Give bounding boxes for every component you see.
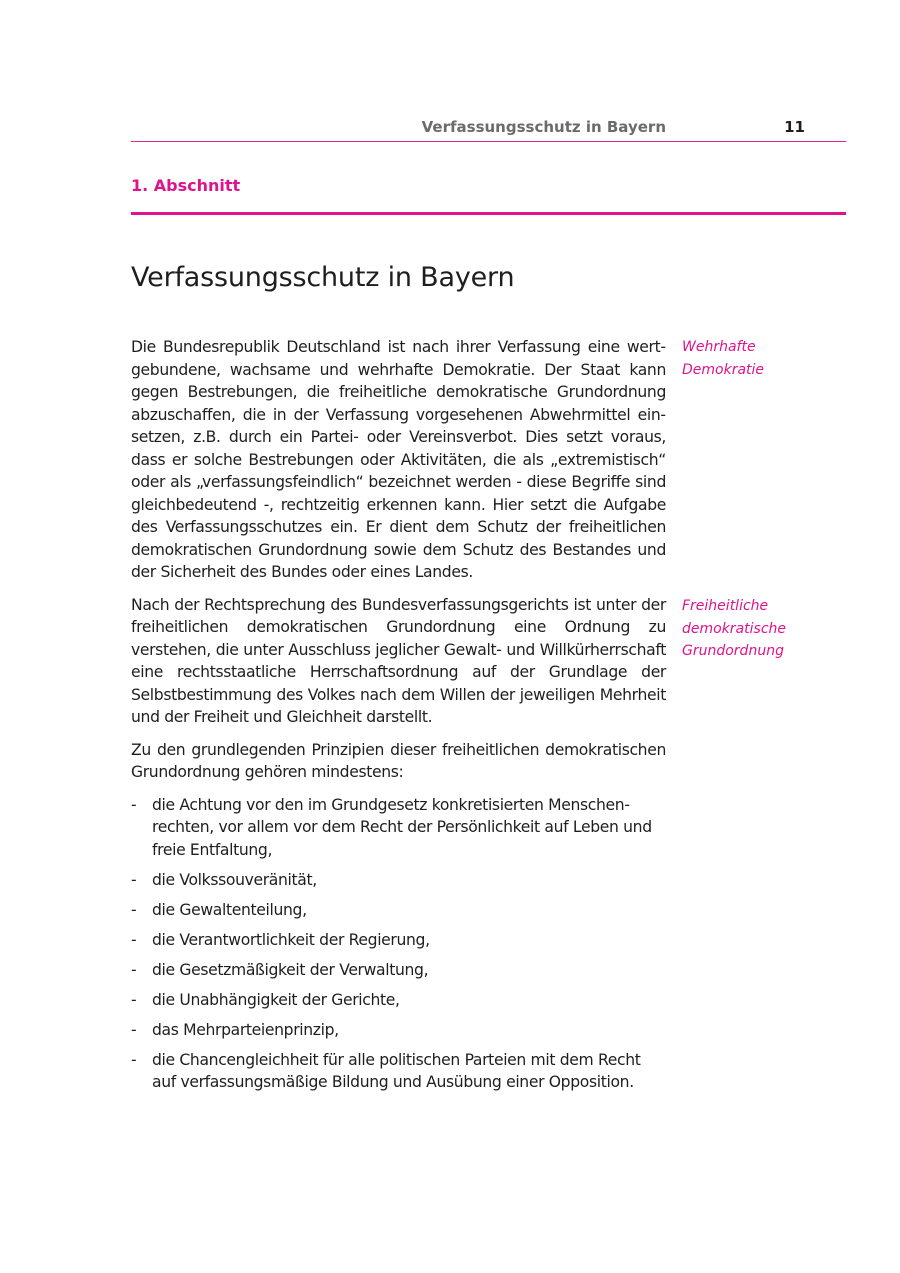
section-divider [131, 212, 846, 215]
paragraph-principles-intro: Zu den grundlegenden Prinzipien dieser freiheitlichen demokratischen Grundordnung gehören mindestens: [131, 740, 666, 781]
list-item-text: die Gewaltenteilung, [152, 900, 307, 919]
list-item [131, 1019, 666, 1042]
list-item-text: die Achtung vor den im Grundgesetz konkretisierten Menschenrechten, vor allem vor dem Recht der Persönlichkeit auf Leben und freie Entfaltung, [152, 795, 652, 859]
list-item [131, 1049, 666, 1094]
list-item-text: die Volkssouveränität, [152, 870, 317, 889]
list-item-text: das Mehrparteienprinzip, [152, 1020, 339, 1039]
chapter-title: Verfassungsschutz in Bayern [131, 262, 515, 293]
section-label: 1. Abschnitt [131, 176, 241, 195]
body-text [131, 336, 666, 1101]
list-item [131, 959, 666, 982]
list-marker: - [131, 990, 137, 1009]
margin-note-line: demokratische [682, 620, 787, 637]
margin-note-fdgo [682, 595, 842, 663]
list-marker: - [131, 960, 137, 979]
list-marker: - [131, 795, 137, 814]
list-item [131, 989, 666, 1012]
list-marker: - [131, 930, 137, 949]
margin-note-line: Freiheitliche [682, 598, 769, 614]
page-number: 11 [784, 118, 805, 136]
margin-note-line: Demokratie [682, 361, 765, 378]
margin-note-line: Grundordnung [682, 643, 784, 659]
list-item-text: die Verantwortlichkeit der Regierung, [152, 930, 430, 949]
list-item [131, 869, 666, 892]
paragraph-wehrhafte-demokratie: Die Bundesrepublik Deutschland ist nach ihrer Verfassung eine wertgebundene, wachsame und wehrhafte Demokratie. Der Staat kann gegen Bestrebungen, die freiheitliche demokratische Grundordnung abzuschaffen, die in der Verfassung vorgesehenen Abwehrmittel einsetzen, z.B. durch ein Partei- oder Vereinsverbot. Dies setzt voraus, dass er solche Bestrebungen oder Aktivitäten, die als „extremistisch“ oder als „verfassungsfeindlich“ bezeichnet werden - diese Begriffe sind gleichbedeutend -, rechtzeitig erkennen kann. Hier setzt die Aufgabe des Verfassungsschutzes ein. Er dient dem Schutz der freiheitlichen demokratischen Grundordnung sowie dem Schutz des Bestandes und der Sicherheit des Bundes oder eines Landes. [131, 338, 666, 581]
list-item-text: die Unabhängigkeit der Gerichte, [152, 990, 400, 1009]
paragraph-fdgo-definition: Nach der Rechtsprechung des Bundesverfassungsgerichts ist unter der freiheitlichen demokratischen Grundordnung eine Ordnung zu verstehen, die unter Ausschluss jeglicher Gewalt- und Willkürherrschaft eine rechtsstaatliche Herrschaftsordnung auf der Grundlage der Selbstbestimmung des Volkes nach dem Willen der jeweiligen Mehrheit und der Freiheit und Gleichheit darstellt. [131, 595, 666, 726]
list-marker: - [131, 1020, 137, 1039]
margin-note-line: Wehrhafte [682, 339, 756, 355]
list-item [131, 794, 666, 862]
list-marker: - [131, 870, 137, 889]
running-header [131, 117, 846, 142]
list-marker: - [131, 900, 137, 919]
list-item [131, 929, 666, 952]
list-item-text: die Gesetzmäßigkeit der Verwaltung, [152, 960, 429, 979]
principles-list [131, 794, 666, 1094]
list-item-text: die Chancengleichheit für alle politischen Parteien mit dem Recht auf verfassungsmäßige Bildung und Ausübung einer Opposition. [152, 1050, 641, 1091]
list-marker: - [131, 1050, 137, 1069]
running-title: Verfassungsschutz in Bayern [421, 118, 666, 136]
margin-note-wehrhafte-demokratie [682, 336, 842, 381]
list-item [131, 899, 666, 922]
